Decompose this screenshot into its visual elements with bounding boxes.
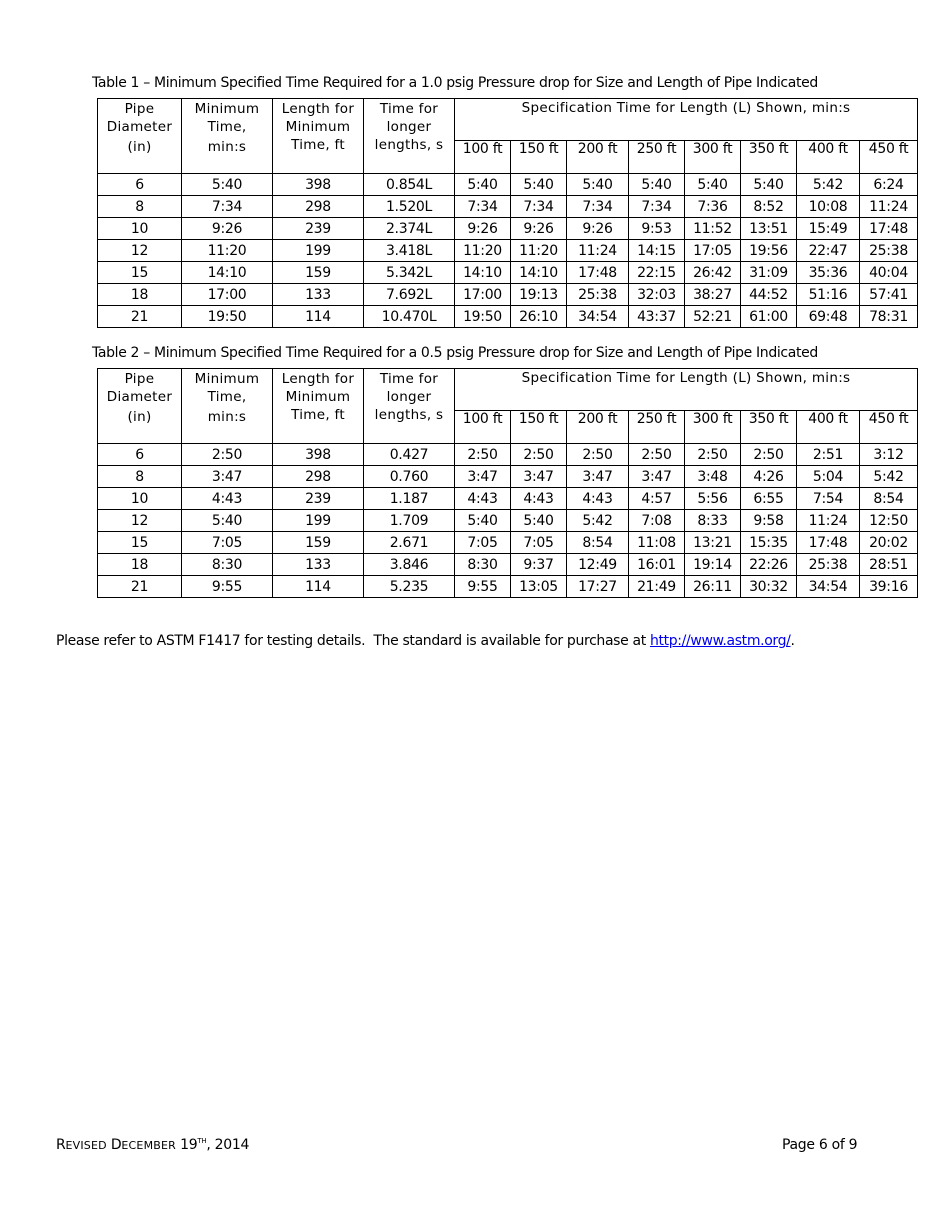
length-header: 100 ft [455,141,511,174]
table-cell: 10 [98,218,182,240]
table-cell: 5:40 [455,510,511,532]
table-cell: 8:54 [567,532,629,554]
table-cell: 11:08 [629,532,685,554]
table-cell: 19:56 [741,240,797,262]
table-cell: 7:36 [685,196,741,218]
table-cell: 18 [98,284,182,306]
day: 19 [176,1137,198,1153]
table-cell: 8 [98,466,182,488]
table-cell: 28:51 [860,554,918,576]
table-cell: 114 [273,306,364,328]
table-cell: 7:08 [629,510,685,532]
table-row [98,554,918,576]
table-cell: 19:50 [182,306,273,328]
length-header: 100 ft [455,411,511,444]
table-cell: 2:50 [511,444,567,466]
table-cell: 159 [273,262,364,284]
table-cell: 133 [273,284,364,306]
table-row [98,576,918,598]
table-cell: 11:20 [455,240,511,262]
table-cell: 5:40 [455,174,511,196]
time-longer-header-line: longer [386,389,432,405]
table-cell: 14:10 [182,262,273,284]
table-cell: 7.692L [364,284,455,306]
table-cell: 4:43 [567,488,629,510]
pipe-diameter-header-line: (in) [127,409,152,425]
minimum-time-header [182,99,273,174]
table-cell: 43:37 [629,306,685,328]
table-cell: 21 [98,306,182,328]
length-for-minimum-header-line: Time, ft [291,407,345,423]
table-cell: 5:40 [629,174,685,196]
table-cell: 4:57 [629,488,685,510]
table-cell: 25:38 [567,284,629,306]
table-cell: 5:40 [685,174,741,196]
table-cell: 6 [98,444,182,466]
length-header: 250 ft [629,141,685,174]
table-cell: 11:24 [860,196,918,218]
minimum-time-header-line: Minimum [194,101,260,117]
table-row [98,306,918,328]
table-cell: 52:21 [685,306,741,328]
year: , 2014 [206,1137,250,1153]
pipe-diameter-header-line: Diameter [106,389,173,405]
table-cell: 14:15 [629,240,685,262]
table-cell: 3:47 [511,466,567,488]
table-cell: 4:43 [182,488,273,510]
table-cell: 15 [98,262,182,284]
table-cell: 298 [273,196,364,218]
table-cell: 18 [98,554,182,576]
table-cell: 57:41 [860,284,918,306]
table-cell: 9:26 [511,218,567,240]
table-cell: 159 [273,532,364,554]
table-cell: 9:55 [455,576,511,598]
table-cell: 26:10 [511,306,567,328]
table-row [98,444,918,466]
table-cell: 8:33 [685,510,741,532]
table-cell: 0.854L [364,174,455,196]
table-cell: 7:05 [182,532,273,554]
table-cell: 17:48 [797,532,860,554]
table-row [98,488,918,510]
length-header: 250 ft [629,411,685,444]
length-for-minimum-header-line: Length for [281,101,355,117]
time-longer-header-line: longer [386,119,432,135]
pipe-diameter-header-line: (in) [127,139,152,155]
time-longer-header-line: Time for [379,371,439,387]
table-cell: 8:52 [741,196,797,218]
table-cell: 2:50 [455,444,511,466]
table-cell: 2:50 [629,444,685,466]
time-longer-header [364,99,455,174]
table-cell: 9:26 [455,218,511,240]
pipe-diameter-header [98,369,182,444]
table-cell: 5:40 [182,174,273,196]
astm-link[interactable]: http://www.astm.org/ [649,633,791,649]
length-header: 300 ft [685,141,741,174]
table-cell: 5:04 [797,466,860,488]
revised-rest: EVISED [65,1139,107,1152]
table-cell: 5:40 [182,510,273,532]
table-cell: 7:05 [511,532,567,554]
time-longer-header [364,369,455,444]
table-cell: 15:35 [741,532,797,554]
table-cell: 8:30 [455,554,511,576]
revised-initial: R [56,1137,66,1153]
table-cell: 3:47 [567,466,629,488]
table-cell: 12:50 [860,510,918,532]
table-cell: 1.520L [364,196,455,218]
length-for-minimum-header-line: Minimum [285,389,351,405]
table-cell: 5:40 [511,510,567,532]
table-row [98,196,918,218]
table-cell: 3:48 [685,466,741,488]
length-header: 150 ft [511,141,567,174]
table-cell: 26:11 [685,576,741,598]
table-cell: 2.374L [364,218,455,240]
table-cell: 12 [98,510,182,532]
length-header: 400 ft [797,141,860,174]
table-cell: 3:47 [455,466,511,488]
table-cell: 17:48 [567,262,629,284]
table-cell: 13:51 [741,218,797,240]
table-cell: 398 [273,174,364,196]
length-header: 150 ft [511,411,567,444]
table-cell: 17:27 [567,576,629,598]
table-cell: 14:10 [455,262,511,284]
table-cell: 114 [273,576,364,598]
table-cell: 38:27 [685,284,741,306]
table-cell: 5:42 [860,466,918,488]
table-cell: 10 [98,488,182,510]
table1 [97,98,918,328]
length-for-minimum-header [273,99,364,174]
table-cell: 8:30 [182,554,273,576]
table-cell: 7:05 [455,532,511,554]
note-suffix: . [790,633,795,649]
table-cell: 10:08 [797,196,860,218]
pipe-diameter-header-line: Pipe [124,101,155,117]
table-cell: 11:20 [511,240,567,262]
table-cell: 12 [98,240,182,262]
table-cell: 40:04 [860,262,918,284]
table-cell: 239 [273,218,364,240]
table-cell: 2:50 [567,444,629,466]
table-cell: 239 [273,488,364,510]
table-cell: 298 [273,466,364,488]
table-cell: 3:47 [182,466,273,488]
table-cell: 8 [98,196,182,218]
table-row [98,240,918,262]
minimum-time-header [182,369,273,444]
minimum-time-header-line: Time, [207,119,247,135]
length-for-minimum-header [273,369,364,444]
length-header: 450 ft [860,141,918,174]
table-cell: 5.235 [364,576,455,598]
table-cell: 22:47 [797,240,860,262]
table-cell: 0.760 [364,466,455,488]
table-row [98,218,918,240]
table-row [98,532,918,554]
length-header: 450 ft [860,411,918,444]
minimum-time-header-line: Minimum [194,371,260,387]
note-text: Please refer to ASTM F1417 for testing details. The standard is available for purchase at [56,633,650,649]
table-cell: 5.342L [364,262,455,284]
length-header: 200 ft [567,141,629,174]
table-cell: 8:54 [860,488,918,510]
length-header: 350 ft [741,411,797,444]
table-cell: 32:03 [629,284,685,306]
length-header: 200 ft [567,411,629,444]
table-cell: 2:50 [182,444,273,466]
table-cell: 9:26 [182,218,273,240]
table-row [98,262,918,284]
length-for-minimum-header-line: Minimum [285,119,351,135]
length-for-minimum-header-line: Length for [281,371,355,387]
table-cell: 5:56 [685,488,741,510]
table-cell: 3:47 [629,466,685,488]
table-cell: 19:14 [685,554,741,576]
table-cell: 5:42 [567,510,629,532]
table-cell: 5:40 [511,174,567,196]
table-cell: 2.671 [364,532,455,554]
table-cell: 7:34 [629,196,685,218]
table-cell: 69:48 [797,306,860,328]
table-cell: 1.187 [364,488,455,510]
revision-date [56,1137,249,1153]
table-cell: 22:26 [741,554,797,576]
table-cell: 9:26 [567,218,629,240]
table-cell: 34:54 [567,306,629,328]
table-cell: 10.470L [364,306,455,328]
table-cell: 3:12 [860,444,918,466]
table-cell: 15 [98,532,182,554]
table-cell: 25:38 [860,240,918,262]
table-cell: 7:54 [797,488,860,510]
table-cell: 20:02 [860,532,918,554]
minimum-time-header-line: min:s [207,409,247,425]
table-cell: 12:49 [567,554,629,576]
table-cell: 199 [273,240,364,262]
table-row [98,510,918,532]
table-cell: 9:58 [741,510,797,532]
table-row [98,174,918,196]
length-header: 300 ft [685,411,741,444]
table-cell: 6:24 [860,174,918,196]
table-cell: 22:15 [629,262,685,284]
table-cell: 4:43 [455,488,511,510]
table-cell: 9:53 [629,218,685,240]
table-cell: 17:48 [860,218,918,240]
spec-time-header: Specification Time for Length (L) Shown, min:s [455,369,918,411]
table-cell: 13:05 [511,576,567,598]
day-suffix: TH [197,1137,207,1145]
table-cell: 2:50 [741,444,797,466]
table-cell: 21 [98,576,182,598]
table-cell: 4:43 [511,488,567,510]
length-header: 350 ft [741,141,797,174]
table-cell: 5:40 [567,174,629,196]
table-cell: 9:55 [182,576,273,598]
pipe-diameter-header [98,99,182,174]
table-cell: 26:42 [685,262,741,284]
table2-caption: Table 2 – Minimum Specified Time Required for a 0.5 psig Pressure drop for Size and Length of Pipe Indicated [92,345,818,361]
table-cell: 17:00 [182,284,273,306]
table-cell: 35:36 [797,262,860,284]
table-cell: 31:09 [741,262,797,284]
length-for-minimum-header-line: Time, ft [291,137,345,153]
table-cell: 9:37 [511,554,567,576]
table-cell: 3.418L [364,240,455,262]
table-cell: 7:34 [182,196,273,218]
table-cell: 39:16 [860,576,918,598]
month-rest: ECEMBER [121,1139,177,1152]
table-cell: 3.846 [364,554,455,576]
table-cell: 11:20 [182,240,273,262]
table-cell: 4:26 [741,466,797,488]
time-longer-header-line: lengths, s [374,137,444,153]
table-cell: 7:34 [455,196,511,218]
table-cell: 7:34 [511,196,567,218]
testing-note [56,633,795,649]
table-cell: 19:13 [511,284,567,306]
table-cell: 11:52 [685,218,741,240]
table-cell: 1.709 [364,510,455,532]
table-cell: 6:55 [741,488,797,510]
table-row [98,466,918,488]
table-cell: 51:16 [797,284,860,306]
table-cell: 0.427 [364,444,455,466]
table-cell: 13:21 [685,532,741,554]
table-cell: 15:49 [797,218,860,240]
table-row [98,284,918,306]
pipe-diameter-header-line: Diameter [106,119,173,135]
table-cell: 61:00 [741,306,797,328]
spec-time-header: Specification Time for Length (L) Shown, min:s [455,99,918,141]
table-cell: 17:00 [455,284,511,306]
table-cell: 398 [273,444,364,466]
table-cell: 34:54 [797,576,860,598]
table-cell: 2:50 [685,444,741,466]
table-cell: 11:24 [797,510,860,532]
table-cell: 14:10 [511,262,567,284]
table-cell: 2:51 [797,444,860,466]
table-cell: 7:34 [567,196,629,218]
pipe-diameter-header-line: Pipe [124,371,155,387]
table1-caption: Table 1 – Minimum Specified Time Required for a 1.0 psig Pressure drop for Size and Length of Pipe Indicated [92,75,818,91]
table-cell: 133 [273,554,364,576]
table-cell: 6 [98,174,182,196]
table-cell: 16:01 [629,554,685,576]
table-cell: 199 [273,510,364,532]
table-cell: 30:32 [741,576,797,598]
table-cell: 11:24 [567,240,629,262]
table2 [97,368,918,598]
table-cell: 25:38 [797,554,860,576]
time-longer-header-line: Time for [379,101,439,117]
table-cell: 21:49 [629,576,685,598]
page-number: Page 6 of 9 [782,1137,858,1153]
table-cell: 5:40 [741,174,797,196]
table-cell: 78:31 [860,306,918,328]
table-cell: 5:42 [797,174,860,196]
minimum-time-header-line: Time, [207,389,247,405]
time-longer-header-line: lengths, s [374,407,444,423]
table-cell: 19:50 [455,306,511,328]
table-cell: 44:52 [741,284,797,306]
table-cell: 17:05 [685,240,741,262]
minimum-time-header-line: min:s [207,139,247,155]
length-header: 400 ft [797,411,860,444]
month-initial: D [106,1137,122,1153]
